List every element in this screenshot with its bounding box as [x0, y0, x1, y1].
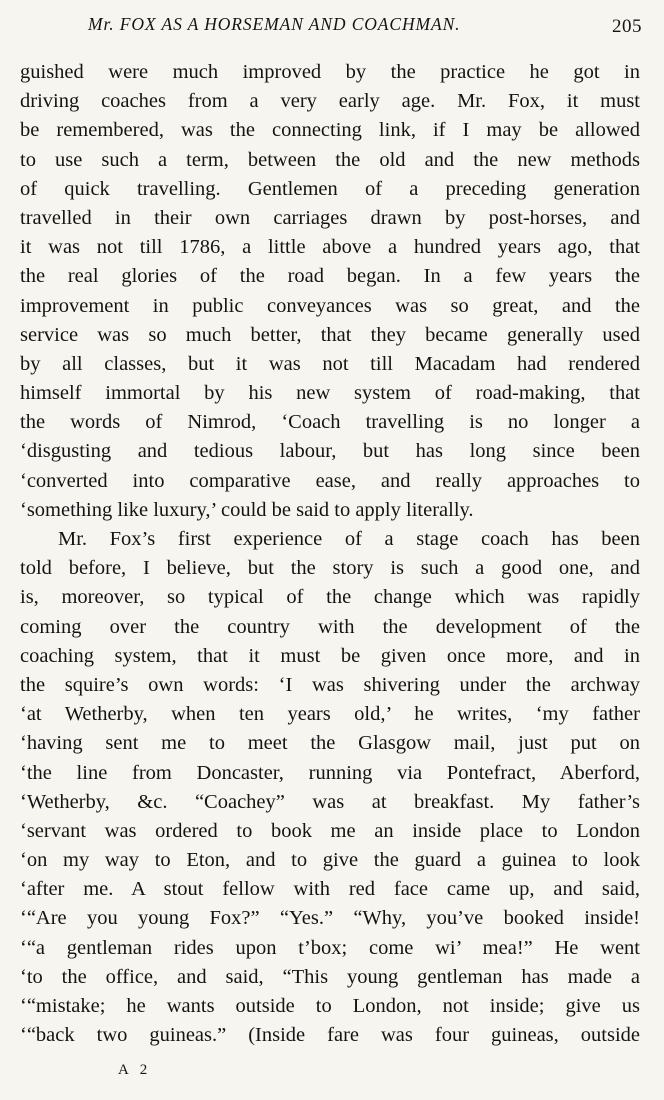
text-line: be remembered, was the connecting link, if I may be allowed	[20, 119, 640, 142]
text-line: driving coaches from a very early age. Mr. Fox, it must	[20, 90, 640, 113]
running-head	[18, 14, 642, 44]
text-line: to use such a term, between the old and the new methods	[20, 148, 640, 171]
running-title: Mr. FOX AS A HORSEMAN AND COACHMAN.	[88, 14, 461, 34]
text-line: ‘on my way to Eton, and to give the guard a guinea to look	[20, 849, 640, 872]
text-line: ‘“Are you young Fox?” “Yes.” “Why, you’ve booked inside!	[20, 907, 640, 930]
text-line: ‘“mistake; he wants outside to London, not inside; give us	[20, 995, 640, 1017]
text-line: improvement in public conveyances was so great, and the	[20, 294, 640, 317]
text-line: ‘servant was ordered to book me an inside place to London	[20, 819, 640, 842]
text-line: the real glories of the road began. In a few years the	[20, 265, 640, 288]
text-line: ‘to the office, and said, “This young gentleman has made a	[20, 965, 640, 988]
signature-mark: A 2	[118, 1062, 152, 1078]
text-line: ‘after me. A stout fellow with red face came up, and said,	[20, 878, 640, 901]
text-line: ‘“a gentleman rides upon t’box; come wi’ mea!” He went	[20, 936, 640, 959]
text-line: travelled in their own carriages drawn by post-horses, and	[20, 206, 640, 229]
text-line: is, moreover, so typical of the change which was rapidly	[20, 586, 640, 609]
text-line: the words of Nimrod, ‘Coach travelling is no longer a	[20, 411, 640, 434]
text-line: ‘“back two guineas.” (Inside fare was four guineas, outside	[20, 1024, 640, 1047]
text-line: of quick travelling. Gentlemen of a preceding generation	[20, 177, 640, 200]
text-line: coaching system, that it must be given once more, and in	[20, 644, 640, 667]
text-line: ‘at Wetherby, when ten years old,’ he writes, ‘my father	[20, 703, 640, 726]
text-line: ‘the line from Doncaster, running via Pontefract, Aberford,	[20, 761, 640, 784]
text-line: told before, I believe, but the story is such a good one, and	[20, 557, 640, 580]
text-line: it was not till 1786, a little above a hundred years ago, that	[20, 236, 640, 259]
text-line: himself immortal by his new system of road-making, that	[20, 382, 640, 405]
text-line: guished were much improved by the practice he got in	[20, 61, 640, 83]
text-line: the squire’s own words: ‘I was shivering under the archway	[20, 673, 640, 696]
page-number: 205	[612, 16, 642, 37]
text-line: ‘converted into comparative ease, and really approaches to	[20, 469, 640, 492]
text-line: ‘having sent me to meet the Glasgow mail, just put on	[20, 732, 640, 755]
text-line: coming over the country with the development of the	[20, 615, 640, 638]
text-line: ‘Wetherby, &c. “Coachey” was at breakfast. My father’s	[20, 790, 640, 813]
paragraph-end-line: ‘something like luxury,’ could be said to apply literally.	[20, 498, 474, 521]
text-line: ‘disgusting and tedious labour, but has long since been	[20, 440, 640, 463]
text-line: service was so much better, that they became generally used	[20, 323, 640, 346]
paragraph-first-line: Mr. Fox’s first experience of a stage coach has been	[58, 528, 640, 550]
body-text	[20, 58, 640, 1050]
text-line: by all classes, but it was not till Macadam had rendered	[20, 352, 640, 375]
